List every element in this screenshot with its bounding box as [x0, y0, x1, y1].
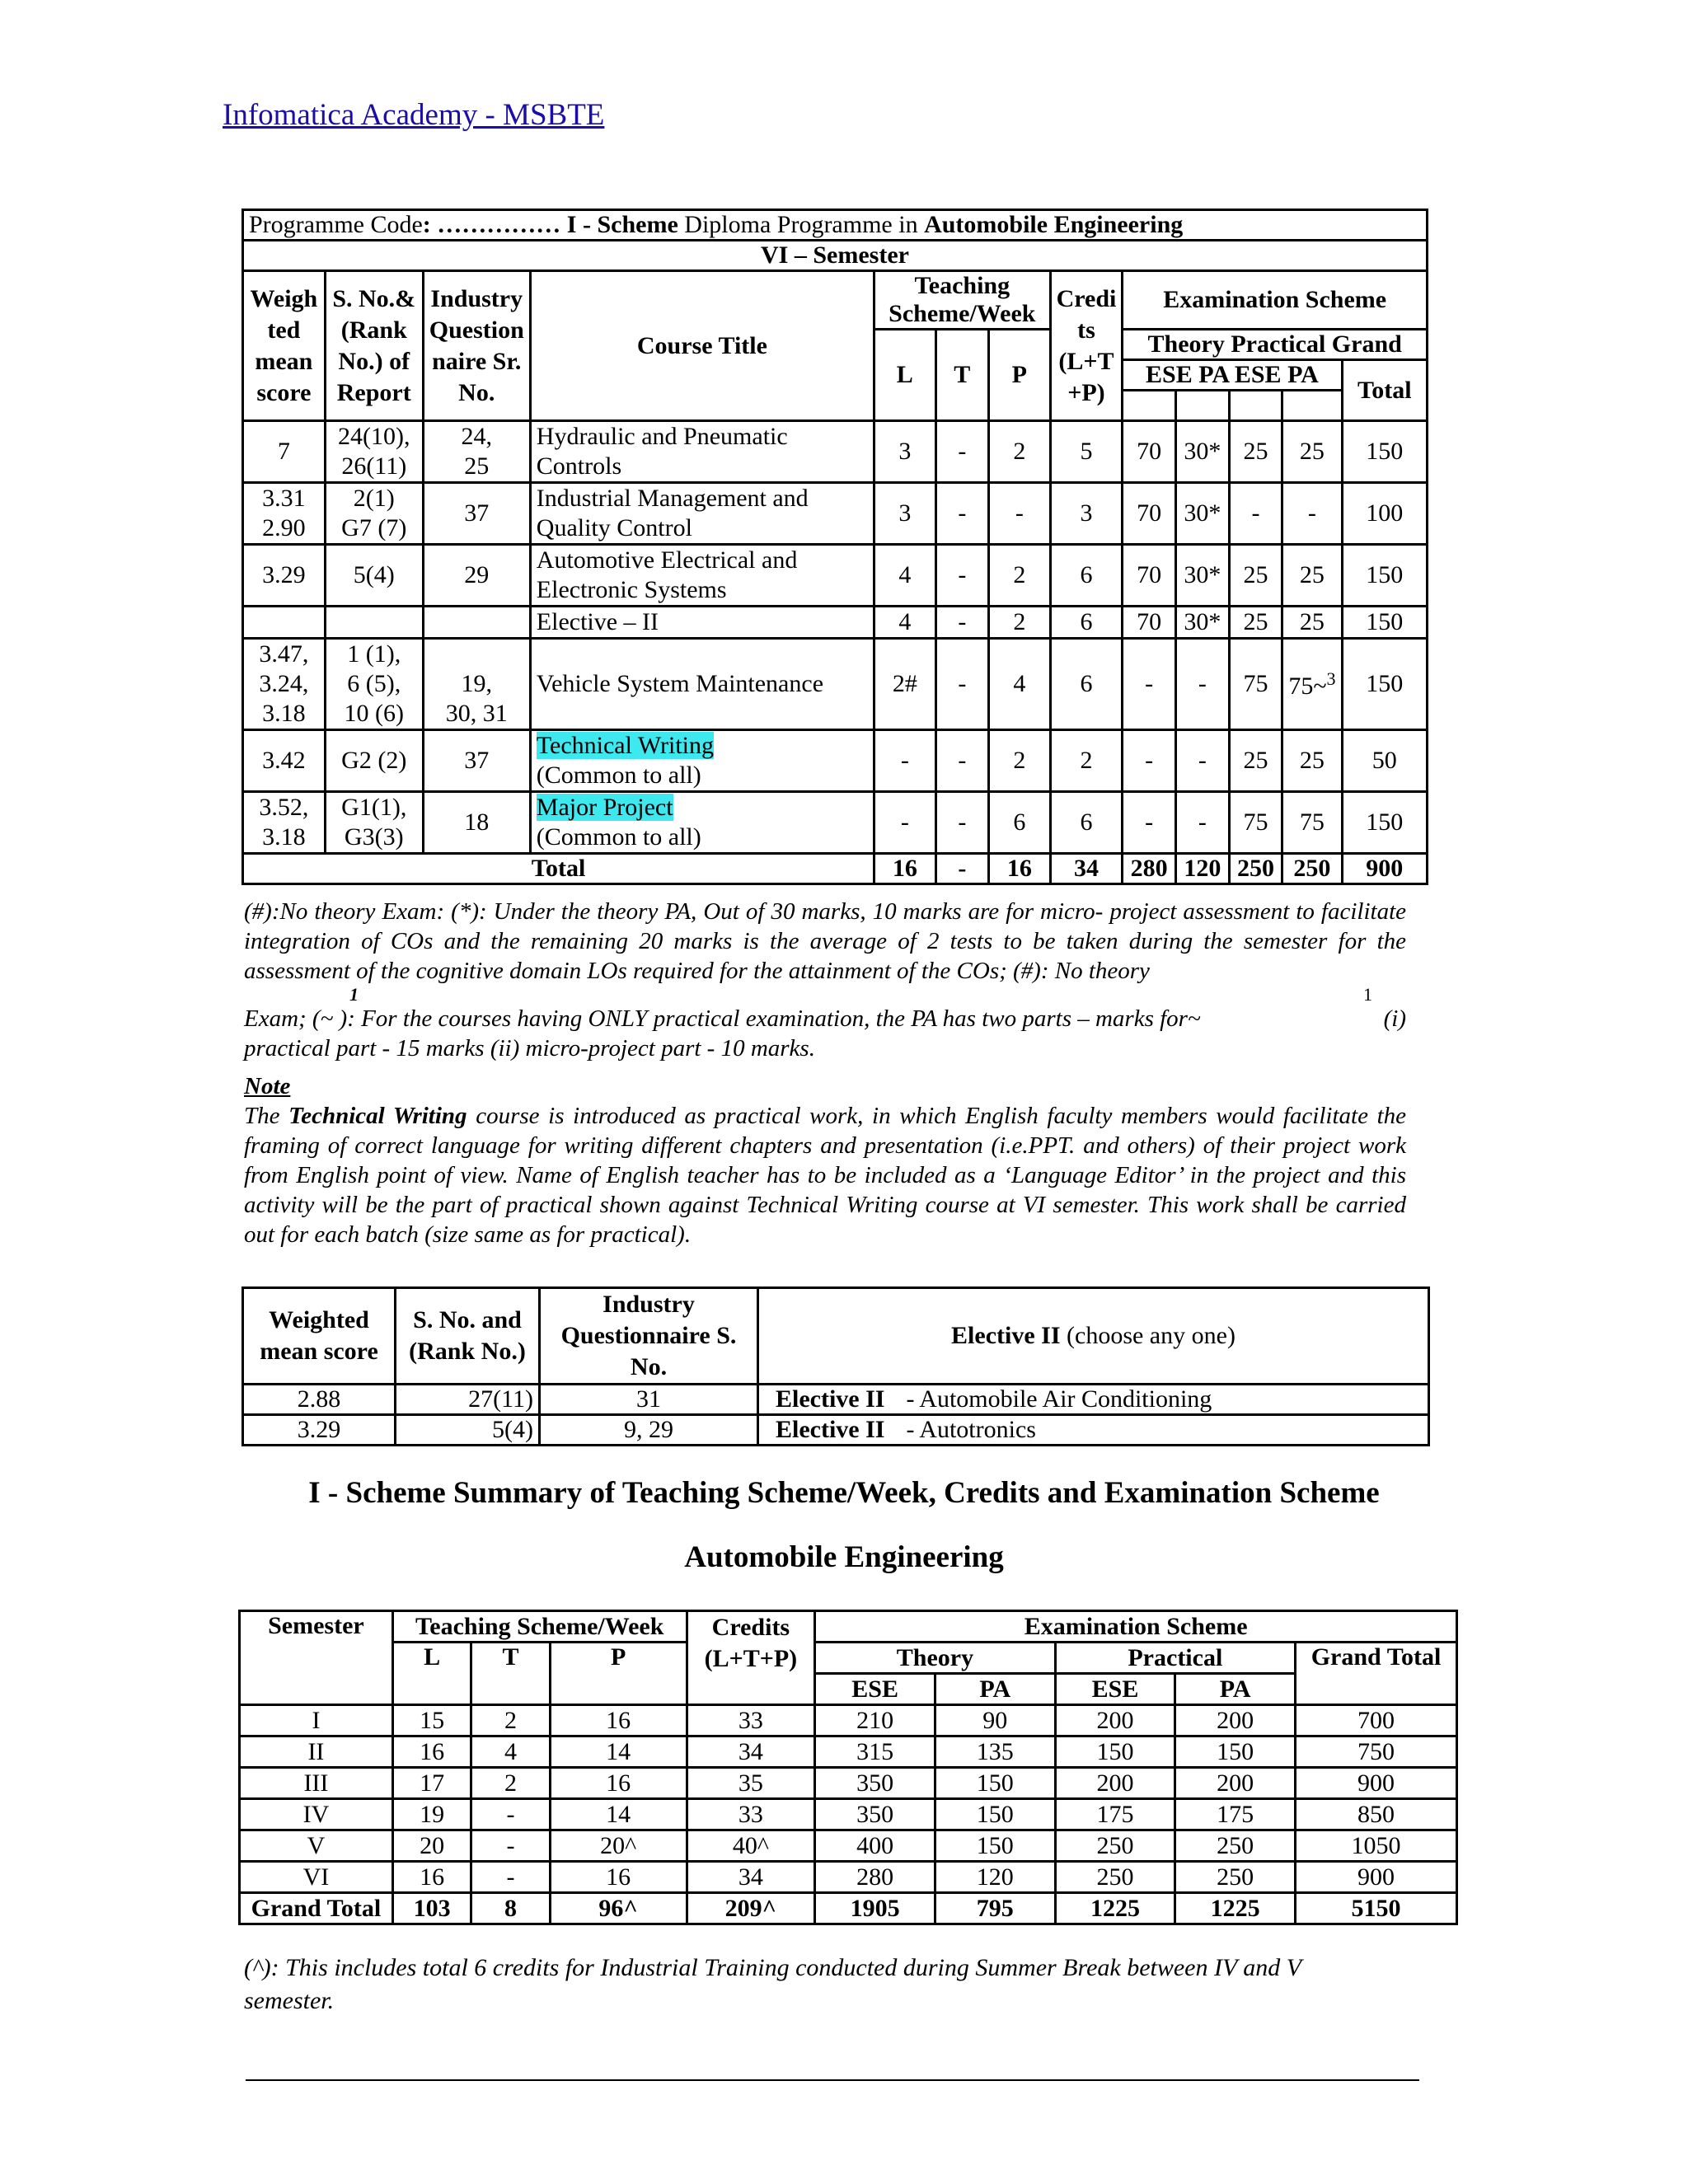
- elective-row2-label: Elective II: [776, 1416, 885, 1443]
- summary-cell-semester: II: [240, 1736, 393, 1768]
- summary-cell-theory-ese: 350: [815, 1799, 935, 1830]
- summary-cell-credits: 34: [687, 1736, 815, 1768]
- elective-row1-weighted: 2.88: [243, 1385, 396, 1415]
- summary-cell-practical-pa: 200: [1175, 1705, 1296, 1736]
- summary-table: [238, 1610, 1458, 1925]
- row-pese: 25: [1229, 730, 1282, 792]
- elective-sno-header: [396, 1288, 540, 1385]
- row-sno: [325, 607, 423, 639]
- row-tpa: 30*: [1176, 545, 1230, 607]
- summary-grand-l: 103: [392, 1893, 471, 1924]
- ese-pa-header: ESE PA ESE PA: [1123, 360, 1342, 391]
- summary-grand-semester: Grand Total: [240, 1893, 393, 1924]
- row-course-title: Hydraulic and Pneumatic Controls: [530, 421, 874, 483]
- summary-row: [240, 1736, 1457, 1768]
- elective-table: [241, 1286, 1430, 1446]
- row-credits: 6: [1050, 792, 1123, 854]
- elective-title-header: [758, 1288, 1429, 1385]
- row-tese: 70: [1123, 607, 1176, 639]
- summary-l-header: L: [392, 1643, 471, 1705]
- row-weighted: 3.29: [243, 545, 326, 607]
- summary-credits-header: [687, 1611, 815, 1705]
- summary-cell-practical-pa: 200: [1175, 1768, 1296, 1799]
- row-credits: 6: [1050, 607, 1123, 639]
- semester-total-row: [243, 854, 1428, 884]
- row-course-title-highlight: Major Project: [536, 794, 673, 821]
- row-total: 100: [1342, 483, 1427, 545]
- semester-row: [243, 483, 1428, 545]
- note-pre: The: [244, 1103, 280, 1129]
- summary-cell-practical-ese: 250: [1055, 1862, 1175, 1893]
- summary-cell-grand-total: 850: [1296, 1799, 1457, 1830]
- summary-cell-t: -: [471, 1799, 550, 1830]
- row-l: 3: [874, 483, 936, 545]
- summary-cell-credits: 33: [687, 1705, 815, 1736]
- elective-industry-h0: Industry: [603, 1291, 695, 1318]
- summary-theory-header: Theory: [815, 1643, 1055, 1674]
- row-tese: 70: [1123, 421, 1176, 483]
- footnote-line3: practical part - 15 marks (ii) micro-project part - 10 marks.: [244, 1035, 815, 1062]
- summary-cell-t: -: [471, 1830, 550, 1862]
- footnote-mark-left: 1: [349, 984, 359, 1005]
- industry-h0: Industry: [430, 284, 523, 312]
- summary-theory-ese: ESE: [815, 1674, 935, 1705]
- summary-cell-p: 14: [550, 1736, 687, 1768]
- summary-grand-p: 96^: [550, 1893, 687, 1924]
- tpa-col: [1176, 391, 1230, 421]
- summary-row: [240, 1768, 1457, 1799]
- row-sno: G1(1), G3(3): [325, 792, 423, 854]
- total-tpa: 120: [1176, 854, 1230, 884]
- footnote-mark-right: 1: [1363, 984, 1372, 1005]
- industry-h1: Question: [429, 316, 524, 344]
- row-weighted: 7: [243, 421, 326, 483]
- row-pese: 25: [1229, 421, 1282, 483]
- programme-dots: : ……………: [422, 211, 561, 238]
- summary-cell-theory-ese: 315: [815, 1736, 935, 1768]
- programme-branch: Automobile Engineering: [924, 211, 1184, 238]
- row-industry: 37: [423, 730, 530, 792]
- semester-row: [243, 545, 1428, 607]
- credits-h1: ts: [1077, 316, 1095, 344]
- summary-rows: [240, 1705, 1457, 1893]
- total-total: 900: [1342, 854, 1427, 884]
- row-total: 150: [1342, 421, 1427, 483]
- row-tpa: 30*: [1176, 607, 1230, 639]
- row-course-title: Vehicle System Maintenance: [530, 639, 874, 730]
- summary-grand-grand-total: 5150: [1296, 1893, 1457, 1924]
- summary-note: (^): This includes total 6 credits for Industrial Training conducted during Summer Break between IV and V semester.: [244, 1954, 1301, 2014]
- row-ppa: 25: [1282, 421, 1342, 483]
- row-t: -: [935, 792, 989, 854]
- elective-industry-header: [540, 1288, 758, 1385]
- programme-middle: Diploma Programme in: [684, 211, 918, 238]
- row-weighted: 3.47, 3.24, 3.18: [243, 639, 326, 730]
- summary-row: [240, 1862, 1457, 1893]
- total-label: Total: [243, 854, 874, 884]
- total-header: Total: [1342, 360, 1427, 421]
- summary-cell-semester: VI: [240, 1862, 393, 1893]
- row-l: 4: [874, 607, 936, 639]
- summary-t-header: T: [471, 1643, 550, 1705]
- industry-h3: No.: [458, 378, 495, 406]
- summary-cell-l: 16: [392, 1736, 471, 1768]
- elective-weighted-header: [243, 1288, 396, 1385]
- note-title: Note: [244, 1073, 291, 1099]
- credits-h3: +P): [1067, 378, 1105, 406]
- elective-sno-h0: S. No. and: [413, 1306, 522, 1333]
- summary-cell-theory-ese: 400: [815, 1830, 935, 1862]
- row-weighted: 3.31 2.90: [243, 483, 326, 545]
- row-p: 2: [989, 545, 1051, 607]
- sno-h0: S. No.&: [332, 284, 416, 312]
- summary-cell-practical-ese: 200: [1055, 1768, 1175, 1799]
- summary-cell-l: 17: [392, 1768, 471, 1799]
- summary-cell-theory-ese: 280: [815, 1862, 935, 1893]
- row-course-title-rest: (Common to all): [536, 762, 701, 789]
- semester-row: [243, 792, 1428, 854]
- row-l: 2#: [874, 639, 936, 730]
- row-tese: -: [1123, 730, 1176, 792]
- summary-cell-practical-ese: 150: [1055, 1736, 1175, 1768]
- total-tese: 280: [1123, 854, 1176, 884]
- summary-cell-theory-ese: 350: [815, 1768, 935, 1799]
- total-p: 16: [989, 854, 1051, 884]
- row-sno: G2 (2): [325, 730, 423, 792]
- summary-grand-row: [240, 1893, 1457, 1924]
- row-weighted: 3.42: [243, 730, 326, 792]
- summary-cell-t: 2: [471, 1768, 550, 1799]
- row-tpa: -: [1176, 730, 1230, 792]
- row-industry: 19, 30, 31: [423, 639, 530, 730]
- summary-cell-t: 4: [471, 1736, 550, 1768]
- weighted-header: [243, 271, 326, 421]
- summary-cell-theory-pa: 150: [935, 1799, 1055, 1830]
- summary-row: [240, 1799, 1457, 1830]
- elective-row1-label: Elective II: [776, 1385, 885, 1413]
- l-header: L: [874, 330, 936, 421]
- summary-cell-credits: 34: [687, 1862, 815, 1893]
- summary-cell-p: 16: [550, 1862, 687, 1893]
- footnote-line2: Exam; (~ ): For the courses having ONLY practical examination, the PA has two parts – marks for~: [244, 1005, 1201, 1032]
- footnote: [244, 897, 1406, 1063]
- total-credits: 34: [1050, 854, 1123, 884]
- teaching-h0: Teaching: [914, 272, 1010, 299]
- summary-cell-semester: III: [240, 1768, 393, 1799]
- row-ppa: 75: [1282, 792, 1342, 854]
- row-course-title: [530, 792, 874, 854]
- row-tese: 70: [1123, 483, 1176, 545]
- row-industry: [423, 607, 530, 639]
- credits-h0: Credi: [1056, 284, 1117, 312]
- elective-row1-title: [758, 1385, 1429, 1415]
- elective-row1-industry: 31: [540, 1385, 758, 1415]
- row-sno: 24(10), 26(11): [325, 421, 423, 483]
- note-bold: Technical Writing: [288, 1103, 467, 1129]
- summary-cell-theory-ese: 210: [815, 1705, 935, 1736]
- row-tpa: 30*: [1176, 483, 1230, 545]
- row-l: 4: [874, 545, 936, 607]
- row-p: 6: [989, 792, 1051, 854]
- elective-sno-h1: (Rank No.): [409, 1338, 526, 1365]
- p-header: P: [989, 330, 1051, 421]
- row-credits: 6: [1050, 639, 1123, 730]
- exam-header: Examination Scheme: [1123, 271, 1428, 330]
- row-p: 4: [989, 639, 1051, 730]
- industry-h2: naire Sr.: [432, 347, 522, 375]
- row-total: 150: [1342, 607, 1427, 639]
- summary-practical-header: Practical: [1055, 1643, 1295, 1674]
- row-total: 50: [1342, 730, 1427, 792]
- semester-title: VI – Semester: [243, 241, 1428, 271]
- sno-header: [325, 271, 423, 421]
- summary-cell-credits: 33: [687, 1799, 815, 1830]
- total-l: 16: [874, 854, 936, 884]
- summary-cell-p: 20^: [550, 1830, 687, 1862]
- row-credits: 3: [1050, 483, 1123, 545]
- elective-weighted-h0: Weighted: [269, 1306, 369, 1333]
- row-total: 150: [1342, 545, 1427, 607]
- row-sno: 5(4): [325, 545, 423, 607]
- programme-scheme: I - Scheme: [566, 211, 678, 238]
- row-ppa-sup: 3: [1326, 668, 1336, 689]
- summary-cell-l: 16: [392, 1862, 471, 1893]
- elective-row2-sno: 5(4): [396, 1415, 540, 1446]
- summary-grand-t: 8: [471, 1893, 550, 1924]
- row-l: 3: [874, 421, 936, 483]
- row-t: -: [935, 730, 989, 792]
- summary-cell-theory-pa: 150: [935, 1830, 1055, 1862]
- programme-title: [243, 210, 1428, 241]
- row-tese: 70: [1123, 545, 1176, 607]
- weighted-h0: Weigh: [250, 284, 318, 312]
- row-ppa: 25: [1282, 545, 1342, 607]
- elective-row1-sno: 27(11): [396, 1385, 540, 1415]
- row-industry: 37: [423, 483, 530, 545]
- summary-credits-h0: Credits: [711, 1614, 790, 1641]
- note-body: [244, 1101, 1406, 1249]
- row-credits: 2: [1050, 730, 1123, 792]
- row-sno: 2(1) G7 (7): [325, 483, 423, 545]
- summary-row: [240, 1830, 1457, 1862]
- semester-row: [243, 421, 1428, 483]
- row-t: -: [935, 545, 989, 607]
- row-t: -: [935, 421, 989, 483]
- summary-cell-practical-pa: 175: [1175, 1799, 1296, 1830]
- summary-grand-credits: 209^: [687, 1893, 815, 1924]
- row-industry: 24, 25: [423, 421, 530, 483]
- summary-cell-grand-total: 1050: [1296, 1830, 1457, 1862]
- elective-row1-name: - Automobile Air Conditioning: [906, 1385, 1212, 1413]
- row-pese: 25: [1229, 545, 1282, 607]
- summary-p-header: P: [550, 1643, 687, 1705]
- summary-cell-p: 14: [550, 1799, 687, 1830]
- elective-row2-title: [758, 1415, 1429, 1446]
- summary-cell-grand-total: 700: [1296, 1705, 1457, 1736]
- row-ppa: [1282, 639, 1342, 730]
- summary-cell-semester: IV: [240, 1799, 393, 1830]
- ppa-col: [1282, 391, 1342, 421]
- row-industry: 18: [423, 792, 530, 854]
- summary-grand-header: Grand Total: [1296, 1643, 1457, 1705]
- total-t: -: [935, 854, 989, 884]
- summary-practical-pa: PA: [1175, 1674, 1296, 1705]
- summary-cell-practical-ese: 175: [1055, 1799, 1175, 1830]
- teaching-header: [874, 271, 1051, 330]
- row-p: -: [989, 483, 1051, 545]
- footnote-line1: (#):No theory Exam: (*): Under the theory PA, Out of 30 marks, 10 marks are for micro- project assessment to facilitate integration of COs and the remaining 20 marks is the average of 2 tests to be taken during the semester for the assessment of the cognitive domain LOs required for the attainment of the COs; (#): No theory: [244, 898, 1406, 984]
- summary-cell-practical-pa: 250: [1175, 1830, 1296, 1862]
- summary-cell-practical-ese: 200: [1055, 1705, 1175, 1736]
- summary-title: I - Scheme Summary of Teaching Scheme/Week, Credits and Examination Scheme: [308, 1476, 1380, 1510]
- summary-cell-t: 2: [471, 1705, 550, 1736]
- sno-h3: Report: [336, 378, 411, 406]
- weighted-h1: ted: [267, 316, 301, 344]
- row-t: -: [935, 607, 989, 639]
- row-ppa-value: 75~: [1288, 672, 1327, 700]
- row-tese: -: [1123, 639, 1176, 730]
- row-t: -: [935, 639, 989, 730]
- credits-h2: (L+T: [1058, 347, 1114, 375]
- row-total: 150: [1342, 792, 1427, 854]
- semester-rows: [243, 421, 1428, 854]
- row-tpa: -: [1176, 792, 1230, 854]
- summary-cell-credits: 35: [687, 1768, 815, 1799]
- industry-header: [423, 271, 530, 421]
- note-text: course is introduced as practical work, in which English faculty members would facilitate the framing of correct language for writing different chapters and presentation (i.e.PPT. and others) of their project work from English point of view. Name of English teacher has to be included as a ‘Language Editor’ in the project and this activity will be the part of practical shown against Technical Writing course at VI semester. This work shall be carried out for each batch (size same as for practical).: [244, 1103, 1407, 1248]
- summary-cell-grand-total: 900: [1296, 1768, 1457, 1799]
- tpg-header: Theory Practical Grand: [1123, 330, 1428, 360]
- summary-cell-practical-pa: 250: [1175, 1862, 1296, 1893]
- row-course-title: [530, 730, 874, 792]
- summary-grand-theory-ese: 1905: [815, 1893, 935, 1924]
- elective-row2-weighted: 3.29: [243, 1415, 396, 1446]
- semester-row: [243, 607, 1428, 639]
- row-tpa: 30*: [1176, 421, 1230, 483]
- summary-cell-practical-pa: 150: [1175, 1736, 1296, 1768]
- summary-cell-p: 16: [550, 1768, 687, 1799]
- row-pese: -: [1229, 483, 1282, 545]
- summary-cell-l: 19: [392, 1799, 471, 1830]
- course-title-header: Course Title: [530, 271, 874, 421]
- row-course-title-highlight: Technical Writing: [536, 732, 715, 759]
- summary-cell-p: 16: [550, 1705, 687, 1736]
- elective-row2-industry: 9, 29: [540, 1415, 758, 1446]
- summary-cell-theory-pa: 150: [935, 1768, 1055, 1799]
- row-weighted: 3.52, 3.18: [243, 792, 326, 854]
- credits-header: [1050, 271, 1123, 421]
- summary-theory-pa: PA: [935, 1674, 1055, 1705]
- elective-weighted-h1: mean score: [260, 1338, 378, 1365]
- row-l: -: [874, 792, 936, 854]
- row-course-title-rest: (Common to all): [536, 823, 701, 851]
- summary-row: [240, 1705, 1457, 1736]
- row-ppa: 25: [1282, 607, 1342, 639]
- semester-scheme-table: [241, 209, 1428, 885]
- summary-cell-semester: V: [240, 1830, 393, 1862]
- summary-cell-theory-pa: 135: [935, 1736, 1055, 1768]
- pese-col: [1229, 391, 1282, 421]
- row-course-title: Automotive Electrical and Electronic Systems: [530, 545, 874, 607]
- row-credits: 6: [1050, 545, 1123, 607]
- elective-title-rest: (choose any one): [1067, 1322, 1236, 1349]
- total-ppa: 250: [1282, 854, 1342, 884]
- row-p: 2: [989, 421, 1051, 483]
- summary-cell-grand-total: 750: [1296, 1736, 1457, 1768]
- row-pese: 75: [1229, 639, 1282, 730]
- total-pese: 250: [1229, 854, 1282, 884]
- row-t: -: [935, 483, 989, 545]
- row-p: 2: [989, 730, 1051, 792]
- summary-grand-theory-pa: 795: [935, 1893, 1055, 1924]
- note-block: [244, 1071, 1406, 1249]
- summary-cell-grand-total: 900: [1296, 1862, 1457, 1893]
- elective-row2-name: - Autotronics: [906, 1416, 1036, 1443]
- row-course-title: Industrial Management and Quality Control: [530, 483, 874, 545]
- summary-cell-credits: 40^: [687, 1830, 815, 1862]
- tese-col: [1123, 391, 1176, 421]
- summary-cell-semester: I: [240, 1705, 393, 1736]
- row-l: -: [874, 730, 936, 792]
- row-ppa: 25: [1282, 730, 1342, 792]
- weighted-h3: score: [256, 378, 312, 406]
- programme-prefix: Programme Code: [249, 211, 423, 238]
- summary-cell-t: -: [471, 1862, 550, 1893]
- summary-teaching-header: Teaching Scheme/Week: [392, 1611, 687, 1643]
- sno-h2: No.) of: [338, 347, 410, 375]
- summary-grand-practical-pa: 1225: [1175, 1893, 1296, 1924]
- summary-grand-practical-ese: 1225: [1055, 1893, 1175, 1924]
- summary-practical-ese: ESE: [1055, 1674, 1175, 1705]
- row-tese: -: [1123, 792, 1176, 854]
- footnote-line2-row: [244, 1004, 1406, 1033]
- footer-divider: [246, 2079, 1419, 2081]
- row-pese: 25: [1229, 607, 1282, 639]
- summary-cell-theory-pa: 90: [935, 1705, 1055, 1736]
- header-link[interactable]: Infomatica Academy - MSBTE: [223, 98, 605, 132]
- elective-industry-h1: Questionnaire S. No.: [560, 1322, 737, 1380]
- semester-row: [243, 639, 1428, 730]
- row-pese: 75: [1229, 792, 1282, 854]
- t-header: T: [935, 330, 989, 421]
- footnote-marks: [244, 986, 1406, 1004]
- row-sno: 1 (1), 6 (5), 10 (6): [325, 639, 423, 730]
- elective-title-bold: Elective II: [951, 1322, 1061, 1349]
- weighted-h2: mean: [255, 347, 313, 375]
- row-total: 150: [1342, 639, 1427, 730]
- row-ppa: -: [1282, 483, 1342, 545]
- semester-row: [243, 730, 1428, 792]
- teaching-h1: Scheme/Week: [889, 300, 1036, 327]
- summary-cell-l: 20: [392, 1830, 471, 1862]
- summary-cell-theory-pa: 120: [935, 1862, 1055, 1893]
- summary-credits-h1: (L+T+P): [704, 1645, 798, 1672]
- row-credits: 5: [1050, 421, 1123, 483]
- row-weighted: [243, 607, 326, 639]
- row-industry: 29: [423, 545, 530, 607]
- footnote-line2-right: (i): [1383, 1005, 1406, 1032]
- sno-h1: (Rank: [340, 316, 407, 344]
- summary-cell-l: 15: [392, 1705, 471, 1736]
- row-tpa: -: [1176, 639, 1230, 730]
- summary-semester-header: Semester: [240, 1611, 393, 1705]
- row-course-title: Elective – II: [530, 607, 874, 639]
- row-p: 2: [989, 607, 1051, 639]
- summary-subtitle: Automobile Engineering: [684, 1540, 1004, 1574]
- summary-exam-header: Examination Scheme: [815, 1611, 1457, 1643]
- summary-cell-practical-ese: 250: [1055, 1830, 1175, 1862]
